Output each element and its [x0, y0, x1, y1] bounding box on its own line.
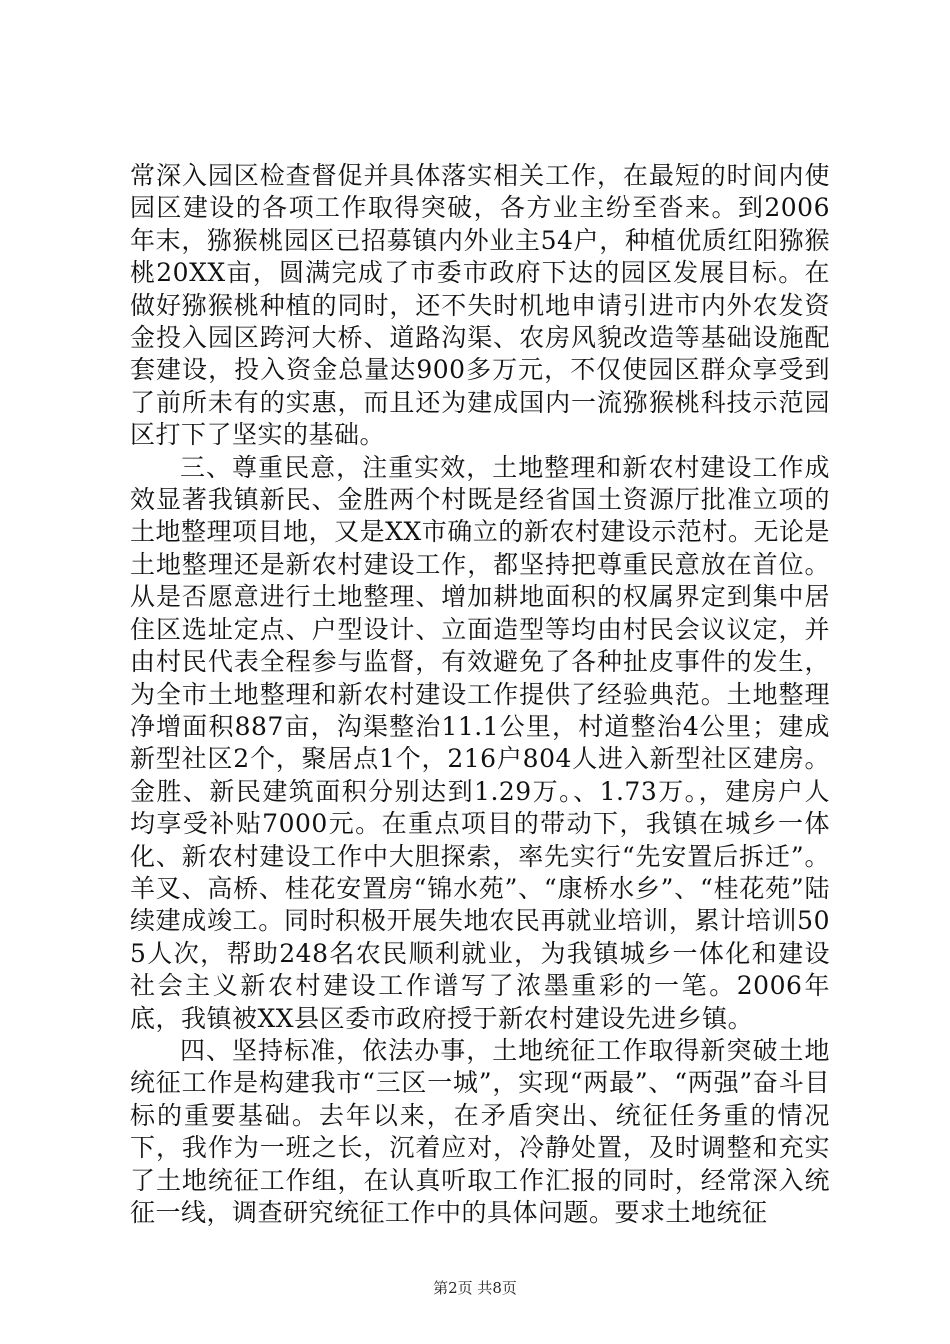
document-body: [130, 160, 830, 1229]
paragraph-2: 三、尊重民意，注重实效，土地整理和新农村建设工作成效显著我镇新民、金胜两个村既是经省国土资源厅批准立项的土地整理项目地，又是XX市确立的新农村建设示范村。无论是土地整理还是新农村建设工作，都坚持把尊重民意放在首位。从是否愿意进行土地整理、增加耕地面积的权属界定到集中居住区选址定点、户型设计、立面造型等均由村民会议议定，并由村民代表全程参与监督，有效避免了各种扯皮事件的发生，为全市土地整理和新农村建设工作提供了经验典范。土地整理净增面积887亩，沟渠整治11.1公里，村道整治4公里；建成新型社区2个，聚居点1个，216户804人进入新型社区建房。金胜、新民建筑面积分别达到1.29万。、1.73万。，建房户人均享受补贴7000元。在重点项目的带动下，我镇在城乡一体化、新农村建设工作中大胆探索，率先实行“先安置后拆迁”。羊叉、高桥、桂花安置房“锦水苑”、“康桥水乡”、“桂花苑”陆续建成竣工。同时积极开展失地农民再就业培训，累计培训505人次，帮助248名农民顺利就业，为我镇城乡一体化和建设社会主义新农村建设工作谱写了浓墨重彩的一笔。2006年底，我镇被XX县区委市政府授于新农村建设先进乡镇。: [130, 452, 830, 1033]
paragraph-3: 四、坚持标准，依法办事，土地统征工作取得新突破土地统征工作是构建我市“三区一城”，实现“两最”、“两强”奋斗目标的重要基础。去年以来，在矛盾突出、统征任务重的情况下，我作为一班之长，沉着应对，冷静处置，及时调整和充实了土地统征工作组，在认真听取工作汇报的同时，经常深入统征一线，调查研究统征工作中的具体问题。要求土地统征: [130, 1035, 830, 1227]
paragraph-1: 常深入园区检查督促并具体落实相关工作，在最短的时间内使园区建设的各项工作取得突破，各方业主纷至沓来。到2006年末，猕猴桃园区已招募镇内外业主54户，种植优质红阳猕猴桃20XX亩，圆满完成了市委市政府下达的园区发展目标。在做好猕猴桃种植的同时，还不失时机地申请引进市内外农发资金投入园区跨河大桥、道路沟渠、农房风貌改造等基础设施配套建设，投入资金总量达900多万元，不仅使园区群众享受到了前所未有的实惠，而且还为建成国内一流猕猴桃科技示范园区打下了坚实的基础。: [130, 161, 830, 450]
page-number-footer: 第2页 共8页: [433, 1279, 517, 1297]
